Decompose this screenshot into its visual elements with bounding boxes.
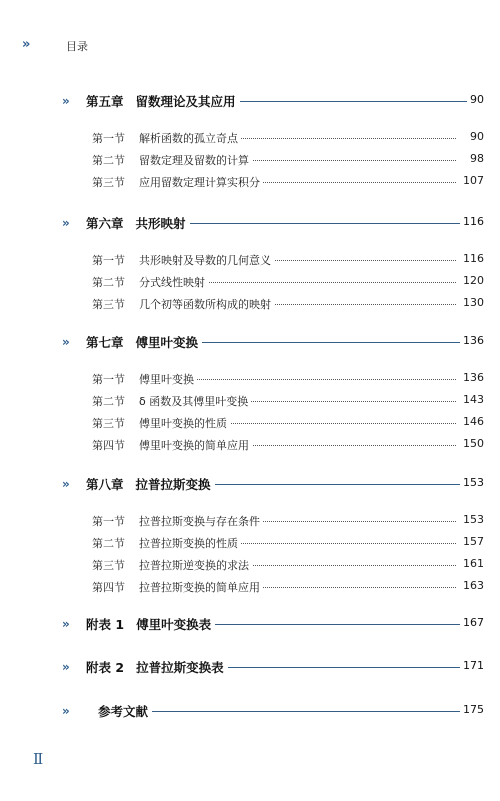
section-page: 167 <box>463 616 484 629</box>
section-page: 136 <box>463 334 484 347</box>
toc-entry[interactable] <box>0 557 500 573</box>
entry-number: 第二节 <box>92 537 125 550</box>
chevron-right-double-icon: » <box>62 477 67 491</box>
entry-page: 163 <box>463 579 484 592</box>
section-heading <box>86 658 226 676</box>
section-number: 第五章 <box>86 94 124 109</box>
section-heading <box>86 615 213 633</box>
section-rule <box>228 667 460 668</box>
toc-entry[interactable] <box>0 152 500 168</box>
entry-number: 第三节 <box>92 559 125 572</box>
entry-number: 第四节 <box>92 439 125 452</box>
section-number: 第七章 <box>86 335 124 350</box>
section-page: 116 <box>463 215 484 228</box>
entry-title: 傅里叶变换的性质 <box>139 415 230 431</box>
entry-page: 157 <box>463 535 484 548</box>
entry-title: 应用留数定理计算实积分 <box>139 174 263 190</box>
toc-section[interactable] <box>0 333 500 351</box>
entry-title: δ 函数及其傅里叶变换 <box>139 393 251 409</box>
entry-title: 留数定理及留数的计算 <box>139 152 252 168</box>
entry-number: 第一节 <box>92 132 125 145</box>
section-title: 拉普拉斯变换 <box>135 477 211 492</box>
section-title: 留数理论及其应用 <box>135 94 236 109</box>
toc-entry[interactable] <box>0 535 500 551</box>
toc-entry[interactable] <box>0 130 500 146</box>
toc-entry[interactable] <box>0 437 500 453</box>
section-heading <box>86 333 200 351</box>
entry-title: 傅里叶变换的简单应用 <box>139 437 252 453</box>
section-rule <box>202 342 460 343</box>
toc-entry[interactable] <box>0 296 500 312</box>
page-title: 目录 <box>66 40 88 53</box>
section-page: 171 <box>463 659 484 672</box>
toc-entry[interactable] <box>0 579 500 595</box>
toc-entry[interactable] <box>0 415 500 431</box>
entry-number: 第一节 <box>92 373 125 386</box>
entry-page: 98 <box>470 152 484 165</box>
toc-section[interactable] <box>0 702 500 720</box>
section-heading <box>86 475 213 493</box>
entry-page: 116 <box>463 252 484 265</box>
chevron-right-double-icon: » <box>62 617 67 631</box>
entry-number: 第三节 <box>92 298 125 311</box>
section-title: 共形映射 <box>135 216 186 231</box>
entry-number: 第二节 <box>92 395 125 408</box>
toc-entry[interactable] <box>0 274 500 290</box>
chevron-right-double-icon: » <box>62 660 67 674</box>
entry-page: 146 <box>463 415 484 428</box>
entry-page: 90 <box>470 130 484 143</box>
entry-number: 第三节 <box>92 417 125 430</box>
toc-section[interactable] <box>0 658 500 676</box>
chevron-right-double-icon: » <box>62 335 67 349</box>
toc-entry[interactable] <box>0 252 500 268</box>
entry-title: 拉普拉斯变换与存在条件 <box>139 513 263 529</box>
section-heading <box>86 214 188 232</box>
toc-entry[interactable] <box>0 393 500 409</box>
toc-entry[interactable] <box>0 513 500 529</box>
section-rule <box>215 624 460 625</box>
section-heading <box>86 92 238 110</box>
entry-page: 153 <box>463 513 484 526</box>
toc-entry[interactable] <box>0 174 500 190</box>
section-number: 第八章 <box>86 477 124 492</box>
page-header <box>0 36 500 56</box>
chevron-right-double-icon: » <box>62 216 67 230</box>
entry-page: 143 <box>463 393 484 406</box>
entry-page: 161 <box>463 557 484 570</box>
toc-section[interactable] <box>0 475 500 493</box>
page-number: Ⅱ <box>33 750 44 768</box>
chevron-right-double-icon: » <box>62 704 67 718</box>
entry-title: 分式线性映射 <box>139 274 208 290</box>
section-page: 153 <box>463 476 484 489</box>
chevron-right-double-icon: » <box>22 37 28 52</box>
entry-title: 解析函数的孤立奇点 <box>139 130 241 146</box>
entry-title: 傅里叶变换 <box>139 371 197 387</box>
entry-page: 150 <box>463 437 484 450</box>
section-title: 参考文献 <box>98 704 149 719</box>
entry-title: 共形映射及导数的几何意义 <box>139 252 274 268</box>
entry-page: 120 <box>463 274 484 287</box>
section-page: 175 <box>463 703 484 716</box>
entry-page: 130 <box>463 296 484 309</box>
section-rule <box>190 223 460 224</box>
toc-section[interactable] <box>0 92 500 110</box>
entry-title: 拉普拉斯变换的简单应用 <box>139 579 263 595</box>
entry-page: 107 <box>463 174 484 187</box>
section-rule <box>240 101 467 102</box>
entry-number: 第三节 <box>92 176 125 189</box>
section-number: 附表 2 <box>86 660 125 675</box>
entry-number: 第二节 <box>92 154 125 167</box>
entry-number: 第四节 <box>92 581 125 594</box>
section-title: 傅里叶变换表 <box>136 617 212 632</box>
toc-section[interactable] <box>0 615 500 633</box>
entry-number: 第一节 <box>92 515 125 528</box>
entry-page: 136 <box>463 371 484 384</box>
entry-title: 几个初等函数所构成的映射 <box>139 296 274 312</box>
section-rule <box>152 711 460 712</box>
section-title: 拉普拉斯变换表 <box>136 660 224 675</box>
entry-title: 拉普拉斯逆变换的求法 <box>139 557 252 573</box>
entry-title: 拉普拉斯变换的性质 <box>139 535 241 551</box>
toc-entry[interactable] <box>0 371 500 387</box>
section-number: 第六章 <box>86 216 124 231</box>
chevron-right-double-icon: » <box>62 94 67 108</box>
entry-number: 第二节 <box>92 276 125 289</box>
section-title: 傅里叶变换 <box>135 335 199 350</box>
toc-section[interactable] <box>0 214 500 232</box>
section-rule <box>215 484 460 485</box>
entry-number: 第一节 <box>92 254 125 267</box>
section-heading <box>86 702 150 720</box>
section-page: 90 <box>470 93 484 106</box>
section-number: 附表 1 <box>86 617 125 632</box>
